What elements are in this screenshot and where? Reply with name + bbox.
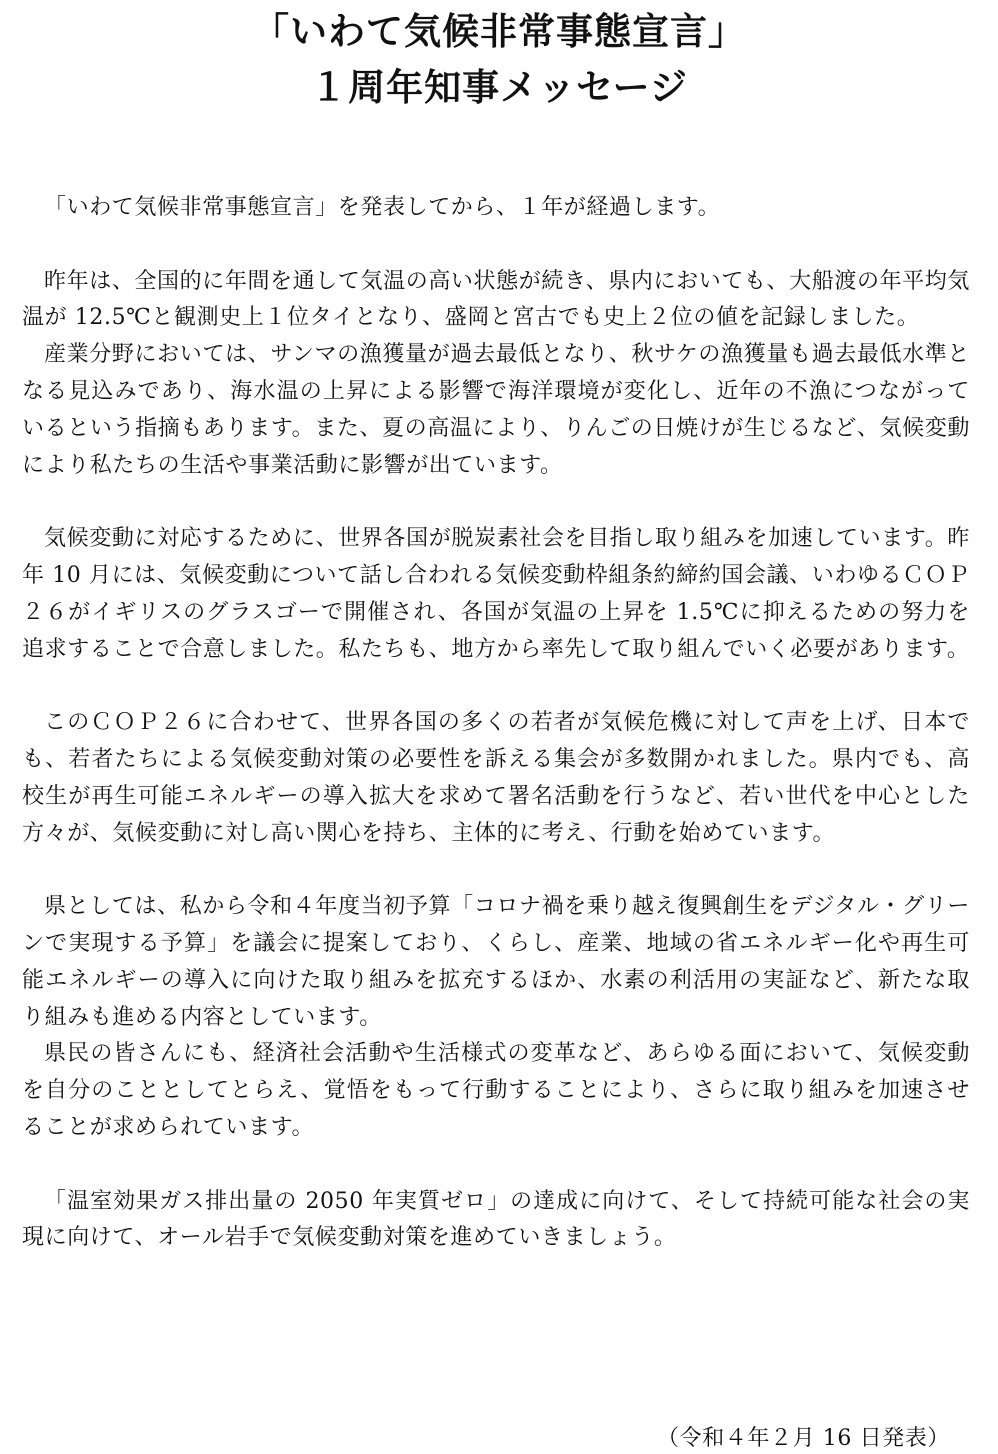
paragraph-closing: 「温室効果ガス排出量の 2050 年実質ゼロ」の達成に向けて、そして持続可能な社会の実現に向けて、オール岩手で気候変動対策を進めていきましょう。 (22, 1188, 970, 1251)
paragraph-spacer (22, 668, 970, 705)
paragraph-spacer (22, 227, 970, 264)
paragraph-intro: 「いわて気候非常事態宣言」を発表してから、１年が経過します。 (44, 195, 721, 220)
paragraph-spacer (22, 1147, 970, 1184)
paragraph-industry-impact: 産業分野においては、サンマの漁獲量が過去最低となり、秋サケの漁獲量も過去最低水準となる見込みであり、海水温の上昇による影響で海洋環境が変化し、近年の不漁につながっているという指摘もあります。また、夏の高温により、りんごの日焼けが生じるなど、気候変動により私たちの生活や事業活動に影響が出ています。 (22, 342, 970, 478)
paragraph-cop26: 気候変動に対応するために、世界各国が脱炭素社会を目指し取り組みを加速しています。昨年 10 月には、気候変動について話し合われる気候変動枠組条約締約国会議、いわゆるＣＯＰ２６がイギリスのグラスゴーで開催され、各国が気温の上昇を 1.5℃に抑えるための努力を追求することで合意しました。私たちも、地方から率先して取り組んでいく必要があります。 (22, 526, 970, 662)
title-line-2: １周年知事メッセージ (310, 66, 688, 109)
message-body (22, 190, 970, 1257)
title-line-1: 「いわて気候非常事態宣言」 (252, 10, 746, 53)
announcement-date: （令和４年２月 16 日発表） (657, 1426, 950, 1451)
paragraph-youth-action: このＣＯＰ２６に合わせて、世界各国の多くの若者が気候危機に対して声を上げ、日本でも、若者たちによる気候変動対策の必要性を訴える集会が多数開かれました。県内でも、高校生が再生可能エネルギーの導入拡大を求めて署名活動を行うなど、若い世代を中心とした方々が、気候変動に対し高い関心を持ち、主体的に考え、行動を始めています。 (22, 710, 970, 846)
paragraph-spacer (22, 484, 970, 521)
paragraph-citizens-call: 県民の皆さんにも、経済社会活動や生活様式の変革など、あらゆる面において、気候変動を自分のこととしてとらえ、覚悟をもって行動することにより、さらに取り組みを加速させることが求められています。 (22, 1041, 970, 1140)
paragraph-spacer (22, 852, 970, 889)
document-title (0, 4, 998, 116)
paragraph-prefecture-budget: 県としては、私から令和４年度当初予算「コロナ禍を乗り越え復興創生をデジタル・グリーンで実現する予算」を議会に提案しており、くらし、産業、地域の省エネルギー化や再生可能エネルギーの導入に向けた取り組みを拡充するほか、水素の利活用の実証など、新たな取り組みも進める内容としています。 (22, 894, 970, 1030)
paragraph-temperature-record: 昨年は、全国的に年間を通して気温の高い状態が続き、県内においても、大船渡の年平均気温が 12.5℃と観測史上１位タイとなり、盛岡と宮古でも史上２位の値を記録しました。 (22, 268, 970, 331)
